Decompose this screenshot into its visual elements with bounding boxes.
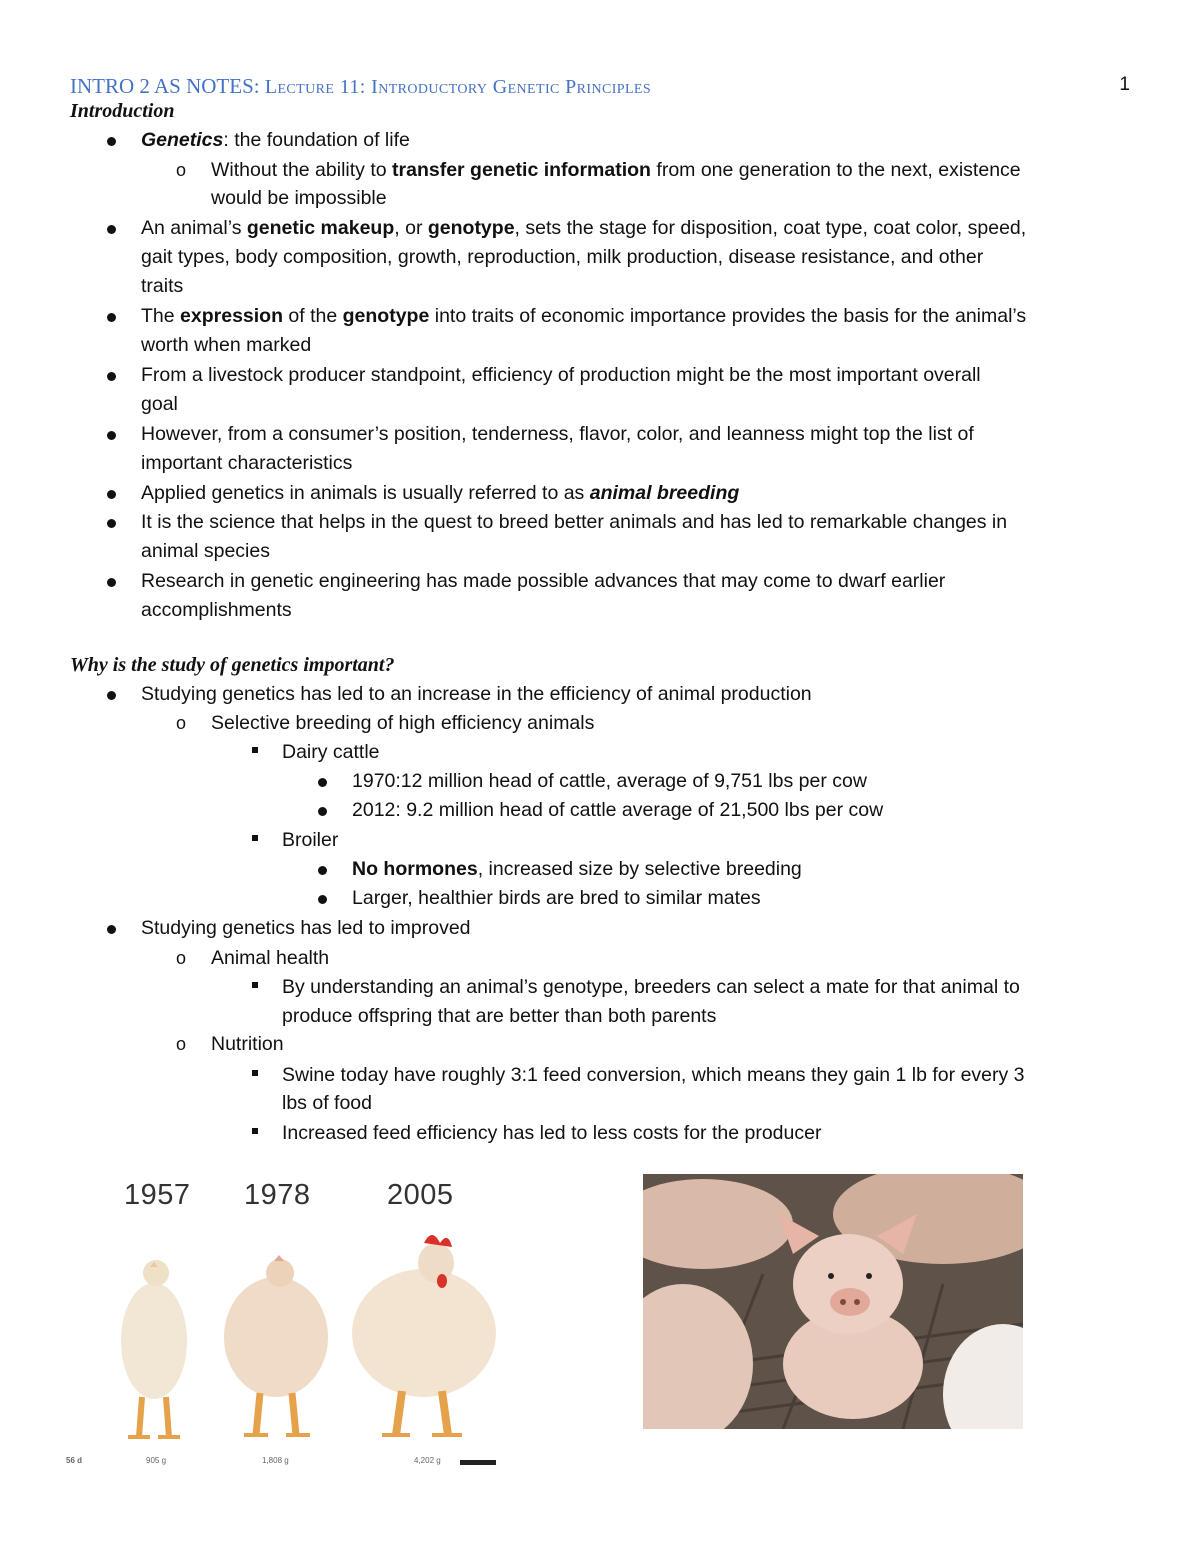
chicken-2005	[352, 1235, 496, 1435]
text-span: from one generation to the next, existence	[650, 159, 1021, 181]
text-span: , or	[394, 217, 428, 239]
square-bullet	[252, 1128, 258, 1134]
header-prefix: INTRO 2 AS NOTES:	[70, 74, 265, 98]
weight-label-1978: 1,808 g	[262, 1456, 289, 1465]
chicken-1978	[224, 1255, 328, 1435]
weight-label-1957: 905 g	[146, 1456, 167, 1465]
year-label-1978: 1978	[244, 1179, 311, 1211]
bullet-dot	[107, 578, 116, 587]
bullet-dot	[107, 137, 116, 146]
text-span: into traits of economic importance provides the basis for the animal’s	[429, 305, 1027, 327]
bullet-dot	[107, 313, 116, 322]
nutrition-point-1-line-1: Swine today have roughly 3:1 feed conversion, which means they gain 1 lb for every 3	[282, 1064, 1025, 1086]
nutrition-point-1-line-2: lbs of food	[282, 1092, 372, 1114]
hollow-bullet: o	[176, 948, 187, 968]
bullet-dot	[107, 519, 116, 528]
chicken-1957	[121, 1260, 187, 1437]
bold-span: genotype	[342, 305, 430, 327]
intro-sub-line-1	[211, 159, 1021, 181]
intro-bullet-genetics	[141, 129, 410, 151]
text-span: The	[141, 305, 181, 327]
bullet-dot	[107, 431, 116, 440]
intro-bullet-8-line-2: accomplishments	[141, 599, 292, 621]
broiler-growth-figure	[62, 1173, 498, 1475]
section-heading-introduction: Introduction	[70, 100, 175, 122]
text-span: Applied genetics in animals is usually referred to as	[141, 482, 590, 504]
intro-bullet-3-line-2: worth when marked	[141, 334, 312, 356]
why-sub-selective: Selective breeding of high efficiency animals	[211, 712, 595, 734]
hollow-bullet: o	[176, 160, 187, 180]
square-bullet	[252, 835, 258, 841]
intro-bullet-3-line-1	[141, 305, 1026, 327]
piglet-illustration	[643, 1174, 1023, 1429]
bullet-dot	[318, 807, 327, 816]
bullet-dot	[318, 895, 327, 904]
why-bullet-1: Studying genetics has led to an increase in the efficiency of animal production	[141, 683, 812, 705]
piglet-photo	[643, 1174, 1023, 1429]
dairy-stat-2012: 2012: 9.2 million head of cattle average of 21,500 lbs per cow	[352, 799, 884, 821]
bullet-dot	[107, 691, 116, 700]
intro-sub-line-2: would be impossible	[211, 187, 387, 209]
bold-span: genetic makeup	[246, 217, 395, 239]
bullet-dot	[107, 372, 116, 381]
animal-health-label: Animal health	[211, 947, 330, 969]
intro-bullet-8-line-1: Research in genetic engineering has made possible advances that may come to dwarf earlier	[141, 570, 946, 592]
bullet-dot	[107, 225, 116, 234]
broiler-point-2: Larger, healthier birds are bred to similar mates	[352, 887, 761, 909]
text-span: of the	[283, 305, 343, 327]
hollow-bullet: o	[176, 713, 187, 733]
dairy-cattle-label: Dairy cattle	[282, 741, 380, 763]
header-title: Lecture 11: Introductory Genetic Principles	[264, 76, 652, 98]
health-point-line-2: produce offspring that are better than both parents	[282, 1005, 717, 1027]
text-span: , sets the stage for disposition, coat type, coat color, speed,	[514, 217, 1027, 239]
square-bullet	[252, 1070, 258, 1076]
term-genetics: Genetics	[141, 129, 224, 151]
chickens-illustration	[62, 1173, 498, 1453]
bold-span: expression	[180, 305, 283, 327]
intro-bullet-6	[141, 482, 739, 504]
year-label-2005: 2005	[387, 1179, 454, 1211]
why-bullet-2: Studying genetics has led to improved	[141, 917, 471, 939]
text-span: , increased size by selective breeding	[477, 858, 802, 880]
weight-label-2005: 4,202 g	[414, 1456, 441, 1465]
broiler-point-1	[352, 858, 802, 880]
text-span: An animal’s	[141, 217, 247, 239]
section-heading-why: Why is the study of genetics important?	[70, 654, 395, 676]
square-bullet	[252, 747, 258, 753]
bold-span: genotype	[427, 217, 515, 239]
document-header	[70, 74, 1130, 100]
age-label: 56 d	[66, 1456, 83, 1465]
italic-bold-span: animal breeding	[589, 482, 740, 504]
text-span: Without the ability to	[211, 159, 393, 181]
hollow-bullet: o	[176, 1034, 187, 1054]
year-label-1957: 1957	[124, 1179, 191, 1211]
bullet-dot	[318, 866, 327, 875]
intro-bullet-5-line-1: However, from a consumer’s position, tenderness, flavor, color, and leanness might top the list of	[141, 423, 974, 445]
bullet-dot	[318, 778, 327, 787]
nutrition-point-2: Increased feed efficiency has led to less costs for the producer	[282, 1122, 822, 1144]
intro-bullet-2-line-1	[141, 217, 1026, 239]
bullet-dot	[107, 925, 116, 934]
intro-bullet-2-line-2: gait types, body composition, growth, reproduction, milk production, disease resistance, and other	[141, 246, 984, 268]
bold-span: transfer genetic information	[392, 159, 651, 181]
intro-bullet-5-line-2: important characteristics	[141, 452, 353, 474]
health-point-line-1: By understanding an animal’s genotype, breeders can select a mate for that animal to	[282, 976, 1020, 998]
nutrition-label: Nutrition	[211, 1033, 284, 1055]
bold-span: No hormones	[352, 858, 478, 880]
intro-bullet-7-line-1: It is the science that helps in the quest to breed better animals and has led to remarkable changes in	[141, 511, 1008, 533]
intro-bullet-2-line-3: traits	[141, 275, 184, 297]
intro-bullet-4-line-2: goal	[141, 393, 178, 415]
bullet-dot	[107, 490, 116, 499]
genetics-definition: : the foundation of life	[223, 129, 410, 151]
scale-bar	[460, 1460, 496, 1465]
broiler-label: Broiler	[282, 829, 339, 851]
intro-bullet-4-line-1: From a livestock producer standpoint, efficiency of production might be the most important overall	[141, 364, 981, 386]
square-bullet	[252, 982, 258, 988]
page-number: 1	[1119, 74, 1130, 95]
dairy-stat-1970: 1970:12 million head of cattle, average of 9,751 lbs per cow	[352, 770, 867, 792]
intro-bullet-7-line-2: animal species	[141, 540, 270, 562]
